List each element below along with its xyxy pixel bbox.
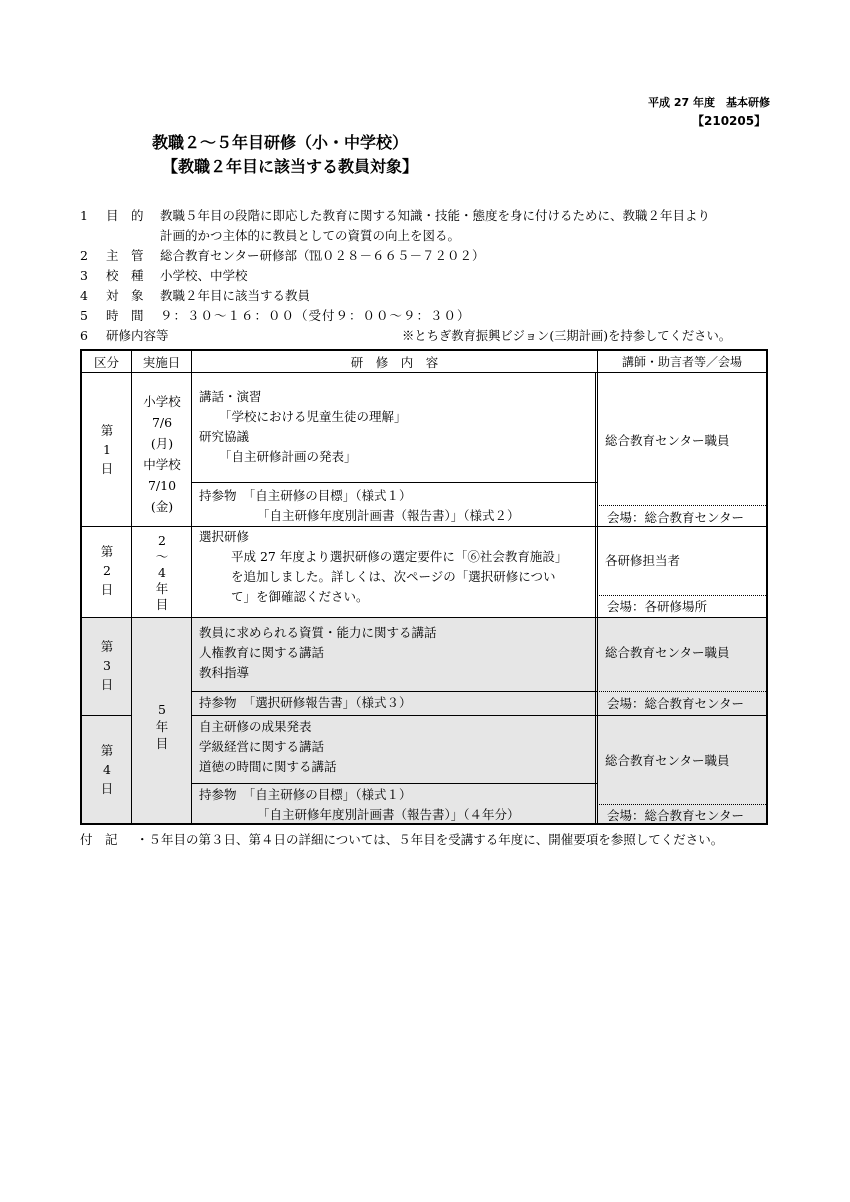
day2-label: 第 2 日: [100, 544, 114, 597]
day2-lecturer: 各研修担当者: [605, 553, 681, 568]
page-title: 教職２～５年目研修（小・中学校）: [152, 133, 409, 152]
day3-venue: 会場：総合教育センター: [607, 696, 745, 711]
header-lecturer: 講師・助言者等／会場: [621, 355, 742, 369]
header-category: 区分: [93, 355, 119, 370]
footer-label: 付 記: [80, 832, 118, 847]
day1-date: 小学校 7/6 (月) 中学校 7/10 (金): [143, 394, 181, 514]
year-label: 平成 27 年度 基本研修: [648, 96, 770, 109]
footer-text: ・５年目の第３日、第４日の詳細については、５年目を受講する年度に、開催要項を参照してください。: [136, 832, 724, 847]
schedule-table: [80, 349, 768, 825]
day4-lecturer: 総合教育センター職員: [605, 753, 730, 768]
header-date: 実施日: [142, 355, 181, 370]
day4-label: 第 4 日: [100, 743, 114, 796]
day2-venue: 会場：各研修場所: [607, 599, 708, 614]
page-subtitle: 【教職２年目に該当する教員対象】: [162, 157, 419, 176]
day2-content: 選択研修 平成 27 年度より選択研修の選定要件に「⑥社会教育施設」 を追加しました。詳しくは、次ページの「選択研修につい て」を御確認ください。: [199, 529, 568, 604]
outline-list: 1 目 的 教職５年目の段階に即応した教育に関する知識・技能・態度を身に付けるために、教職２年目より 計画的かつ主体的に教員としての資質の向上を図る。 2 主 管 総合教育センター研修部（℡０２８－６６５－７２０２） 3 校 種 小学校、中学校 4 対 象 教職２年目に該当する教員 5 時 間 ９：３０～１６：００（受付９：００～９：３０） 6 研修内容等 ※とちぎ教育振興ビジョン(三期計画)を持参してください。: [80, 208, 732, 343]
day3-label: 第 3 日: [100, 639, 114, 692]
day1-items: 持参物 「自主研修の目標」（様式１） 「自主研修年度別計画書（報告書）」（様式２）: [199, 488, 520, 523]
day1-venue: 会場：総合教育センター: [607, 510, 745, 525]
day3-content: 教員に求められる資質・能力に関する講話 人権教育に関する講話 教科指導: [199, 625, 437, 680]
day4-venue: 会場：総合教育センター: [607, 808, 745, 823]
day4-items: 持参物 「自主研修の目標」（様式１） 「自主研修年度別計画書（報告書）」（４年分）: [199, 787, 520, 822]
day1-lecturer: 総合教育センター職員: [605, 433, 730, 448]
document-code: 【210205】: [692, 114, 767, 128]
day34-date: 5 年 目: [155, 702, 169, 751]
day1-content: 講話・演習 「学校における児童生徒の理解」 研究協議 「自主研修計画の発表」: [199, 389, 407, 464]
day2-date: 2 ～ 4 年 目: [155, 533, 169, 612]
day3-lecturer: 総合教育センター職員: [605, 645, 730, 660]
day3-items: 持参物 「選択研修報告書」（様式３）: [199, 695, 412, 710]
header-content: 研 修 内 容: [350, 355, 439, 370]
day4-content: 自主研修の成果発表 学級経営に関する講話 道徳の時間に関する講話: [199, 719, 337, 774]
day1-label: 第 1 日: [100, 423, 114, 476]
